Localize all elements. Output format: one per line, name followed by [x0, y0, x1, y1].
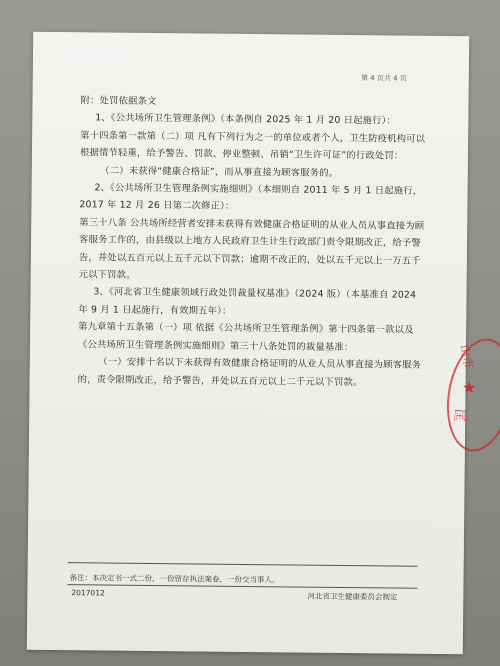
page-number: 第 4 页共 4 页	[360, 74, 407, 83]
clause-3-item: （一）安排十名以下未获得有效健康合格证明的从业人员从事直接为顾客服务的，责令限期改正，给予警告，并处以五百元以上二千元以下罚款。	[77, 356, 422, 388]
clause-3-title: 3、《河北省卫生健康领域行政处罚裁量权基准》（2024 版）（本基准自 2024 年 9 月 1 日起施行，有效期五年）：	[78, 286, 417, 317]
footnote: 备注：本决定书一式二份，一份留存执法案卷，一份交当事人。	[69, 573, 280, 585]
seal-star-icon: ★	[462, 378, 477, 397]
clause-1-title: 1、《公共场所卫生管理条例》（本条例自 2025 年 1 月 20 日起施行）：	[95, 112, 397, 127]
document-body	[78, 92, 431, 392]
clause-1-body: 第十四条第一款第（二）项 凡有下列行为之一的单位或者个人，卫生防疫机构可以根据情节轻重，给予警告、罚款、停业整顿、吊销“卫生许可证”的行政处罚：	[79, 130, 426, 162]
clause-2-title: 2、《公共场所卫生管理条例实施细则》（本细则自 2011 年 5 月 1 日起施行，2017 年 12 月 26 日第二次修正）：	[79, 182, 423, 213]
footer-divider-top	[68, 562, 418, 567]
appendix-heading: 附：处罚依据条文	[80, 95, 157, 108]
clause-3-body: 第九章第十五条第（一）项 依据《公共场所卫生管理条例》第十四条第一款以及《公共场所卫生管理条例实施细则》第三十八条处罚的裁量基准：	[77, 321, 414, 353]
document-page	[27, 32, 469, 655]
seal-text-top: 山市	[457, 343, 476, 370]
issuer: 河北省卫生健康委员会制定	[307, 591, 398, 602]
form-code: 2017012	[71, 588, 105, 598]
clause-1-item: （二）未获得“健康合格证”，而从事直接为顾客服务的。	[100, 165, 339, 179]
clause-2-body: 第三十八条 公共场所经营者安排未获得有效健康合格证明的从业人员从事直接为顾客服务工作的，由县级以上地方人民政府卫生计生行政部门责令限期改正，给予警告，并处以五百元以上五千元以下罚款；逾期不改正的，处以五千元以上一万五千元以下罚款。	[78, 217, 425, 281]
seal-text-bottom: 匡	[450, 408, 467, 423]
